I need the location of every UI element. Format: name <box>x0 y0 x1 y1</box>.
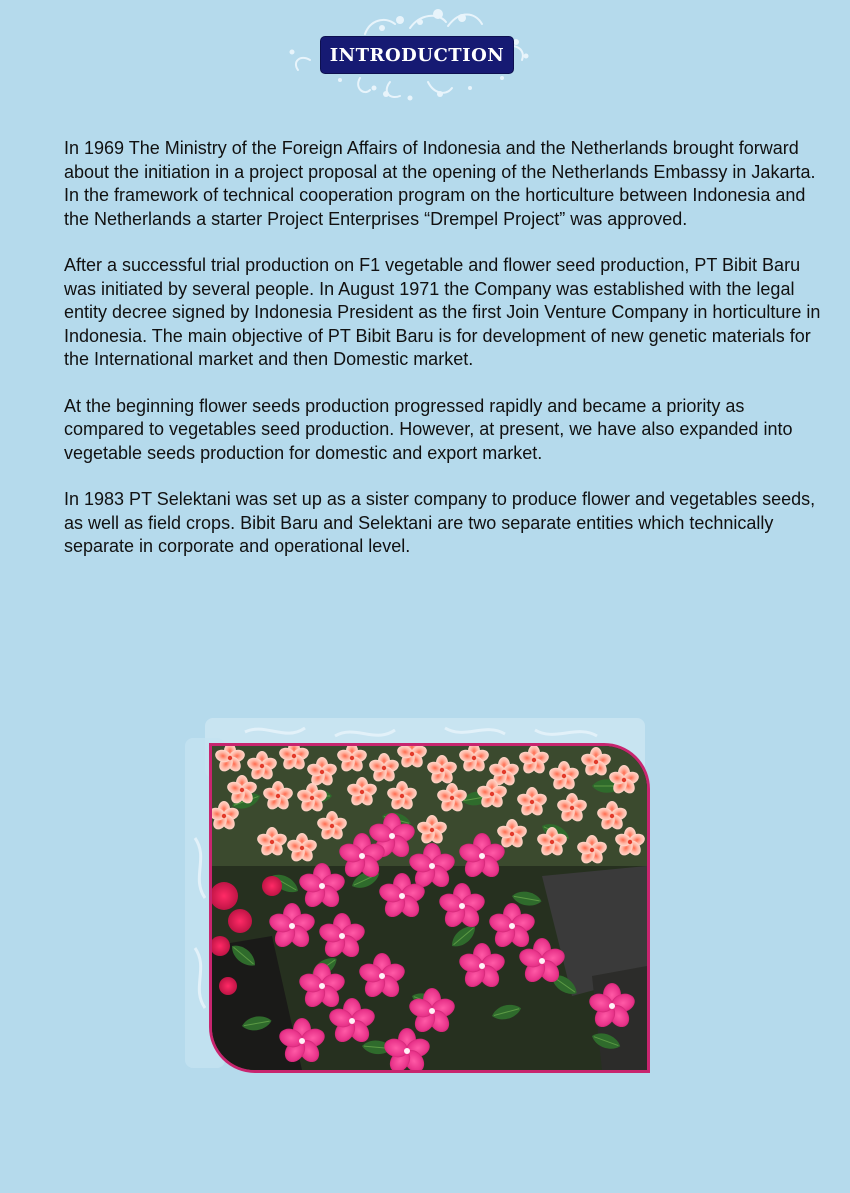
impatiens-flowers-image <box>212 746 647 1070</box>
article-body <box>64 137 824 582</box>
flower-photo <box>209 743 650 1073</box>
paragraph-2: After a successful trial production on F1 vegetable and flower seed production, PT Bibit Baru was initiated by several people. In August 1971 the Company was established with the legal entity decree signed by Indonesia President as the first Join Venture Company in horticulture in Indonesia. The main objective of PT Bibit Baru is for development of new genetic materials for the International market and then Domestic market. <box>64 255 821 369</box>
paragraph-3: At the beginning flower seeds production progressed rapidly and became a priority as compared to vegetables seed production. However, at present, we have also expanded into vegetable seeds production for domestic and export market. <box>64 395 793 463</box>
paragraph-1: In 1969 The Ministry of the Foreign Affairs of Indonesia and the Netherlands brought forward about the initiation in a project proposal at the opening of the Netherlands Embassy in Jakarta. In the framework of technical cooperation program on the horticulture between Indonesia and the Netherlands a starter Project Enterprises “Drempel Project” was approved. <box>64 138 816 229</box>
title-badge <box>320 36 514 74</box>
paragraph-4: In 1983 PT Selektani was set up as a sister company to produce flower and vegetables seeds, as well as field crops. Bibit Baru and Selektani are two separate entities which technically separate in corporate and operational level. <box>64 489 816 556</box>
photo-section <box>185 718 660 1083</box>
header <box>270 8 570 104</box>
page-title: INTRODUCTION <box>329 44 505 66</box>
